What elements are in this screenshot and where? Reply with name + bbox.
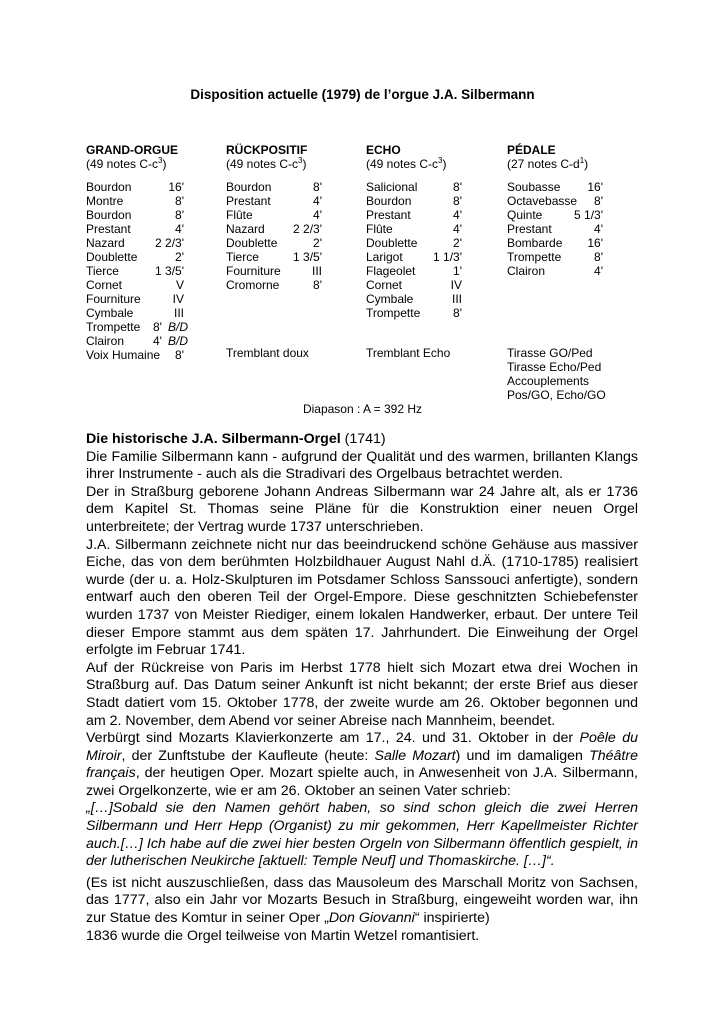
stop-pitch: 1 3/5'	[155, 264, 184, 278]
stop-pitch: 8'	[153, 320, 162, 334]
stop-pitch: 16'	[168, 180, 184, 194]
stop-row	[366, 292, 502, 306]
division-2	[226, 143, 322, 292]
stop-pitch: 2'	[453, 236, 462, 250]
division-name: GRAND-ORGUE	[86, 143, 178, 157]
stop-name: Flageolet	[366, 264, 416, 278]
division-name: ECHO	[366, 143, 401, 157]
stop-pitch: 16'	[587, 236, 603, 250]
stop-pitch: III	[311, 264, 322, 278]
stop-row	[226, 264, 362, 278]
stop-name: Salicional	[366, 180, 418, 194]
paragraph-5	[86, 730, 638, 800]
stop-pitch: 2'	[175, 250, 184, 264]
p7-part: “ inspirierte)	[414, 910, 490, 927]
section-heading-year: (1741)	[340, 431, 386, 447]
stop-name: Larigot	[366, 250, 403, 264]
stop-row	[86, 180, 224, 194]
stop-row	[366, 264, 502, 278]
stop-row	[86, 306, 224, 320]
stop-pitch: 8'	[313, 180, 322, 194]
stop-row	[507, 180, 643, 194]
stop-name: Montre	[86, 194, 124, 208]
stop-name: Cymbale	[86, 306, 134, 320]
stop-pitch: 16'	[587, 180, 603, 194]
stop-name: Flûte	[226, 208, 253, 222]
stop-name: Clairon	[86, 334, 125, 348]
stop-pitch: III	[451, 292, 462, 306]
stop-pitch: 4'	[453, 222, 462, 236]
stop-name: Trompette	[507, 250, 562, 264]
p5-italic: Théâtre français	[86, 747, 638, 782]
stop-row	[366, 194, 502, 208]
stop-pitch: 4'	[594, 264, 603, 278]
stop-division-note: B/D	[168, 334, 189, 348]
couplers	[507, 346, 606, 402]
stop-name: Cornet	[86, 278, 123, 292]
stop-row	[86, 348, 224, 362]
division-3	[366, 143, 462, 320]
stop-row	[86, 222, 224, 236]
coupler-line: Tirasse Echo/Ped	[507, 360, 602, 374]
tremulant: Tremblant doux	[226, 346, 309, 360]
p7-part: (Es ist nicht auszuschließen, dass das Mausoleum des Marschall Moritz von Sachsen, das 1777, also ein Jahr vor Mozarts Besuch in Straßburg, eingeweiht worden war, ihn zur Statue des Komtur in seiner Oper „	[86, 874, 638, 927]
division-name: PÉDALE	[507, 143, 556, 157]
stop-name: Prestant	[366, 208, 411, 222]
stop-row	[86, 208, 224, 222]
paragraph-7	[86, 875, 638, 928]
stop-name: Bombarde	[507, 236, 563, 250]
paragraph-1: Die Familie Silbermann kann - aufgrund der Qualität und des warmen, brillanten Klangs ihrer Instrumente - auch als die Stradivari des Orgelbaus betrachtet werden.	[86, 448, 638, 483]
stop-name: Nazard	[226, 222, 265, 236]
stop-pitch: 5 1/3'	[574, 208, 603, 222]
stop-pitch: IV	[450, 278, 462, 292]
stop-name: Trompette	[86, 320, 141, 334]
stop-pitch: III	[173, 306, 184, 320]
stop-pitch: 8'	[175, 348, 184, 362]
stop-pitch: 4'	[453, 208, 462, 222]
stop-name: Tierce	[86, 264, 119, 278]
p5-part: ) und im damaligen	[455, 747, 590, 764]
stop-row	[507, 250, 643, 264]
coupler-line: Accouplements	[507, 374, 590, 388]
stop-row	[366, 208, 502, 222]
coupler-line: Tirasse GO/Ped	[507, 346, 593, 360]
stop-name: Doublette	[226, 236, 278, 250]
stop-row	[86, 250, 224, 264]
stop-row	[507, 194, 643, 208]
p5-italic: Salle Mozart	[374, 747, 456, 764]
p5-italic: Poêle du Miroir	[86, 730, 638, 764]
stop-row	[366, 250, 502, 264]
stop-pitch: 8'	[594, 250, 603, 264]
paragraph-4: Auf der Rückreise von Paris im Herbst 1778 hielt sich Mozart etwa drei Wochen in Straßburg auf. Das Datum seiner Ankunft ist nicht bekannt; der erste Brief aus dieser Stadt datiert vom 15. Oktober 1778, der zweite wurde am 26. Oktober begonnen und am 2. November, dem Abend vor seiner Abreise nach Mannheim, beendet.	[86, 659, 638, 729]
stop-pitch: 8'	[175, 194, 184, 208]
p5-part: Verbürgt sind Mozarts Klavierkonzerte am 17., 24. und 31. Oktober in der	[86, 730, 580, 747]
stop-row	[226, 278, 362, 292]
stop-pitch: V	[175, 278, 184, 292]
stop-pitch: 4'	[313, 194, 322, 208]
stop-pitch: 1 3/5'	[293, 250, 322, 264]
division-4	[507, 143, 603, 278]
stop-row	[507, 264, 643, 278]
stop-pitch: 4'	[153, 334, 162, 348]
body-text	[86, 431, 638, 945]
stop-pitch: 2 2/3'	[293, 222, 322, 236]
stop-name: Flûte	[366, 222, 393, 236]
stop-name: Prestant	[86, 222, 131, 236]
stop-name: Cymbale	[366, 292, 414, 306]
stop-row	[226, 236, 362, 250]
section-heading: Die historische J.A. Silbermann-Orgel	[86, 431, 341, 447]
stop-row	[366, 222, 502, 236]
stop-name: Trompette	[366, 306, 421, 320]
stop-name: Fourniture	[226, 264, 281, 278]
stop-row	[366, 236, 502, 250]
diapason: Diapason : A = 392 Hz	[302, 402, 423, 416]
p7-italic: Don Giovanni	[328, 910, 415, 927]
stop-row	[86, 334, 224, 348]
stop-row	[507, 208, 643, 222]
stop-name: Bourdon	[86, 180, 132, 194]
stop-row	[226, 180, 362, 194]
division-compass: (27 notes $C-d^1$)	[507, 156, 589, 171]
division-1	[86, 143, 189, 362]
paragraph-6-quote	[86, 800, 638, 870]
stop-pitch: 8'	[594, 194, 603, 208]
stop-pitch: 4'	[594, 222, 603, 236]
stop-row	[226, 208, 362, 222]
stop-division-note: B/D	[168, 320, 189, 334]
stop-name: Bourdon	[226, 180, 272, 194]
stop-pitch: 8'	[175, 208, 184, 222]
stop-row	[86, 194, 224, 208]
stop-row	[86, 292, 224, 306]
stop-row	[226, 194, 362, 208]
stop-row	[507, 236, 643, 250]
stop-pitch: 8'	[313, 278, 322, 292]
stop-row	[86, 278, 224, 292]
stop-name: Prestant	[507, 222, 552, 236]
stop-row	[226, 250, 362, 264]
page-title: Disposition actuelle (1979) de l’orgue J.A. Silbermann	[190, 87, 535, 102]
stop-name: Quinte	[507, 208, 543, 222]
mozart-quote: „[…]Sobald sie den Namen gehört haben, so sind schon gleich die zwei Herren Silbermann und Herr Hepp (Organist) zu mir gekommen, Herr Kapellmeister Richter auch.[…] Ich habe auf die zwei hier besten Orgeln von Silbermann öffentlich gespielt, in der lutherischen Neukirche [aktuell: Temple Neuf] und Thomaskirche. […]“.	[86, 800, 638, 870]
division-compass: (49 notes $C-c^3$)	[366, 156, 447, 171]
stop-row	[86, 236, 224, 250]
stop-name: Tierce	[226, 250, 259, 264]
coupler-line: Pos/GO, Echo/GO	[507, 388, 606, 402]
stop-pitch: 8'	[453, 194, 462, 208]
stop-name: Prestant	[226, 194, 271, 208]
stop-row	[86, 320, 224, 334]
paragraph-3: J.A. Silbermann zeichnete nicht nur das beeindruckend schöne Gehäuse aus massiver Eiche, das von dem berühmten Holzbildhauer August Nahl d.Ä. (1710-1785) realisiert wurde (der u. a. Holz-Skulpturen im Potsdamer Schloss Sanssouci anfertigte), sondern entwarf auch den oberen Teil der Orgel-Empore. Diese geschnitzten Schiebefenster wurden 1737 von Meister Riediger, einem lokalen Handwerker, erbaut. Der untere Teil dieser Empore stammt aus dem späten 17. Jahrhundert. Die Einweihung der Orgel erfolgte im Februar 1741.	[86, 536, 638, 659]
stop-pitch: IV	[172, 292, 184, 306]
stop-row	[366, 278, 502, 292]
stop-name: Cornet	[366, 278, 403, 292]
stop-name: Cromorne	[226, 278, 280, 292]
stop-name: Bourdon	[86, 208, 132, 222]
stop-pitch: 4'	[313, 208, 322, 222]
stop-name: Bourdon	[366, 194, 412, 208]
stop-name: Soubasse	[507, 180, 561, 194]
heading-line	[86, 431, 638, 449]
stop-name: Fourniture	[86, 292, 141, 306]
stop-pitch: 2'	[313, 236, 322, 250]
stop-row	[366, 180, 502, 194]
stop-pitch: 4'	[175, 222, 184, 236]
division-compass: (49 notes $C-c^3$)	[226, 156, 307, 171]
stop-row	[366, 306, 502, 320]
stop-name: Doublette	[86, 250, 138, 264]
stop-row	[86, 264, 224, 278]
stop-pitch: 2 2/3'	[155, 236, 184, 250]
stop-name: Voix Humaine	[86, 348, 161, 362]
stop-name: Doublette	[366, 236, 418, 250]
stop-pitch: 1 1/3'	[433, 250, 462, 264]
stop-pitch: 8'	[453, 180, 462, 194]
stop-pitch: 8'	[453, 306, 462, 320]
p5-part: , der heutigen Oper. Mozart spielte auch, in Anwesenheit von J.A. Silbermann, zwei Orgelkonzerte, wie er am 26. Oktober an seinen Vater schrieb:	[86, 765, 638, 799]
p5-part: , der Zunftstube der Kaufleute (heute:	[121, 747, 375, 764]
division-compass: (49 notes $C-c^3$)	[86, 156, 167, 171]
paragraph-8: 1836 wurde die Orgel teilweise von Martin Wetzel romantisiert.	[86, 927, 480, 944]
stop-name: Clairon	[507, 264, 546, 278]
stop-name: Nazard	[86, 236, 125, 250]
stop-row	[507, 222, 643, 236]
stop-pitch: 1'	[453, 264, 462, 278]
stop-row	[226, 222, 362, 236]
tremulant: Tremblant Echo	[366, 346, 451, 360]
paragraph-2: Der in Straßburg geborene Johann Andreas Silbermann war 24 Jahre alt, als er 1736 dem Kapitel St. Thomas seine Pläne für die Konstruktion einer neuen Orgel unterbreitete; der Vertrag wurde 1737 unterschrieben.	[86, 483, 638, 535]
division-name: RÜCKPOSITIF	[226, 143, 308, 157]
stop-name: Octavebasse	[507, 194, 578, 208]
